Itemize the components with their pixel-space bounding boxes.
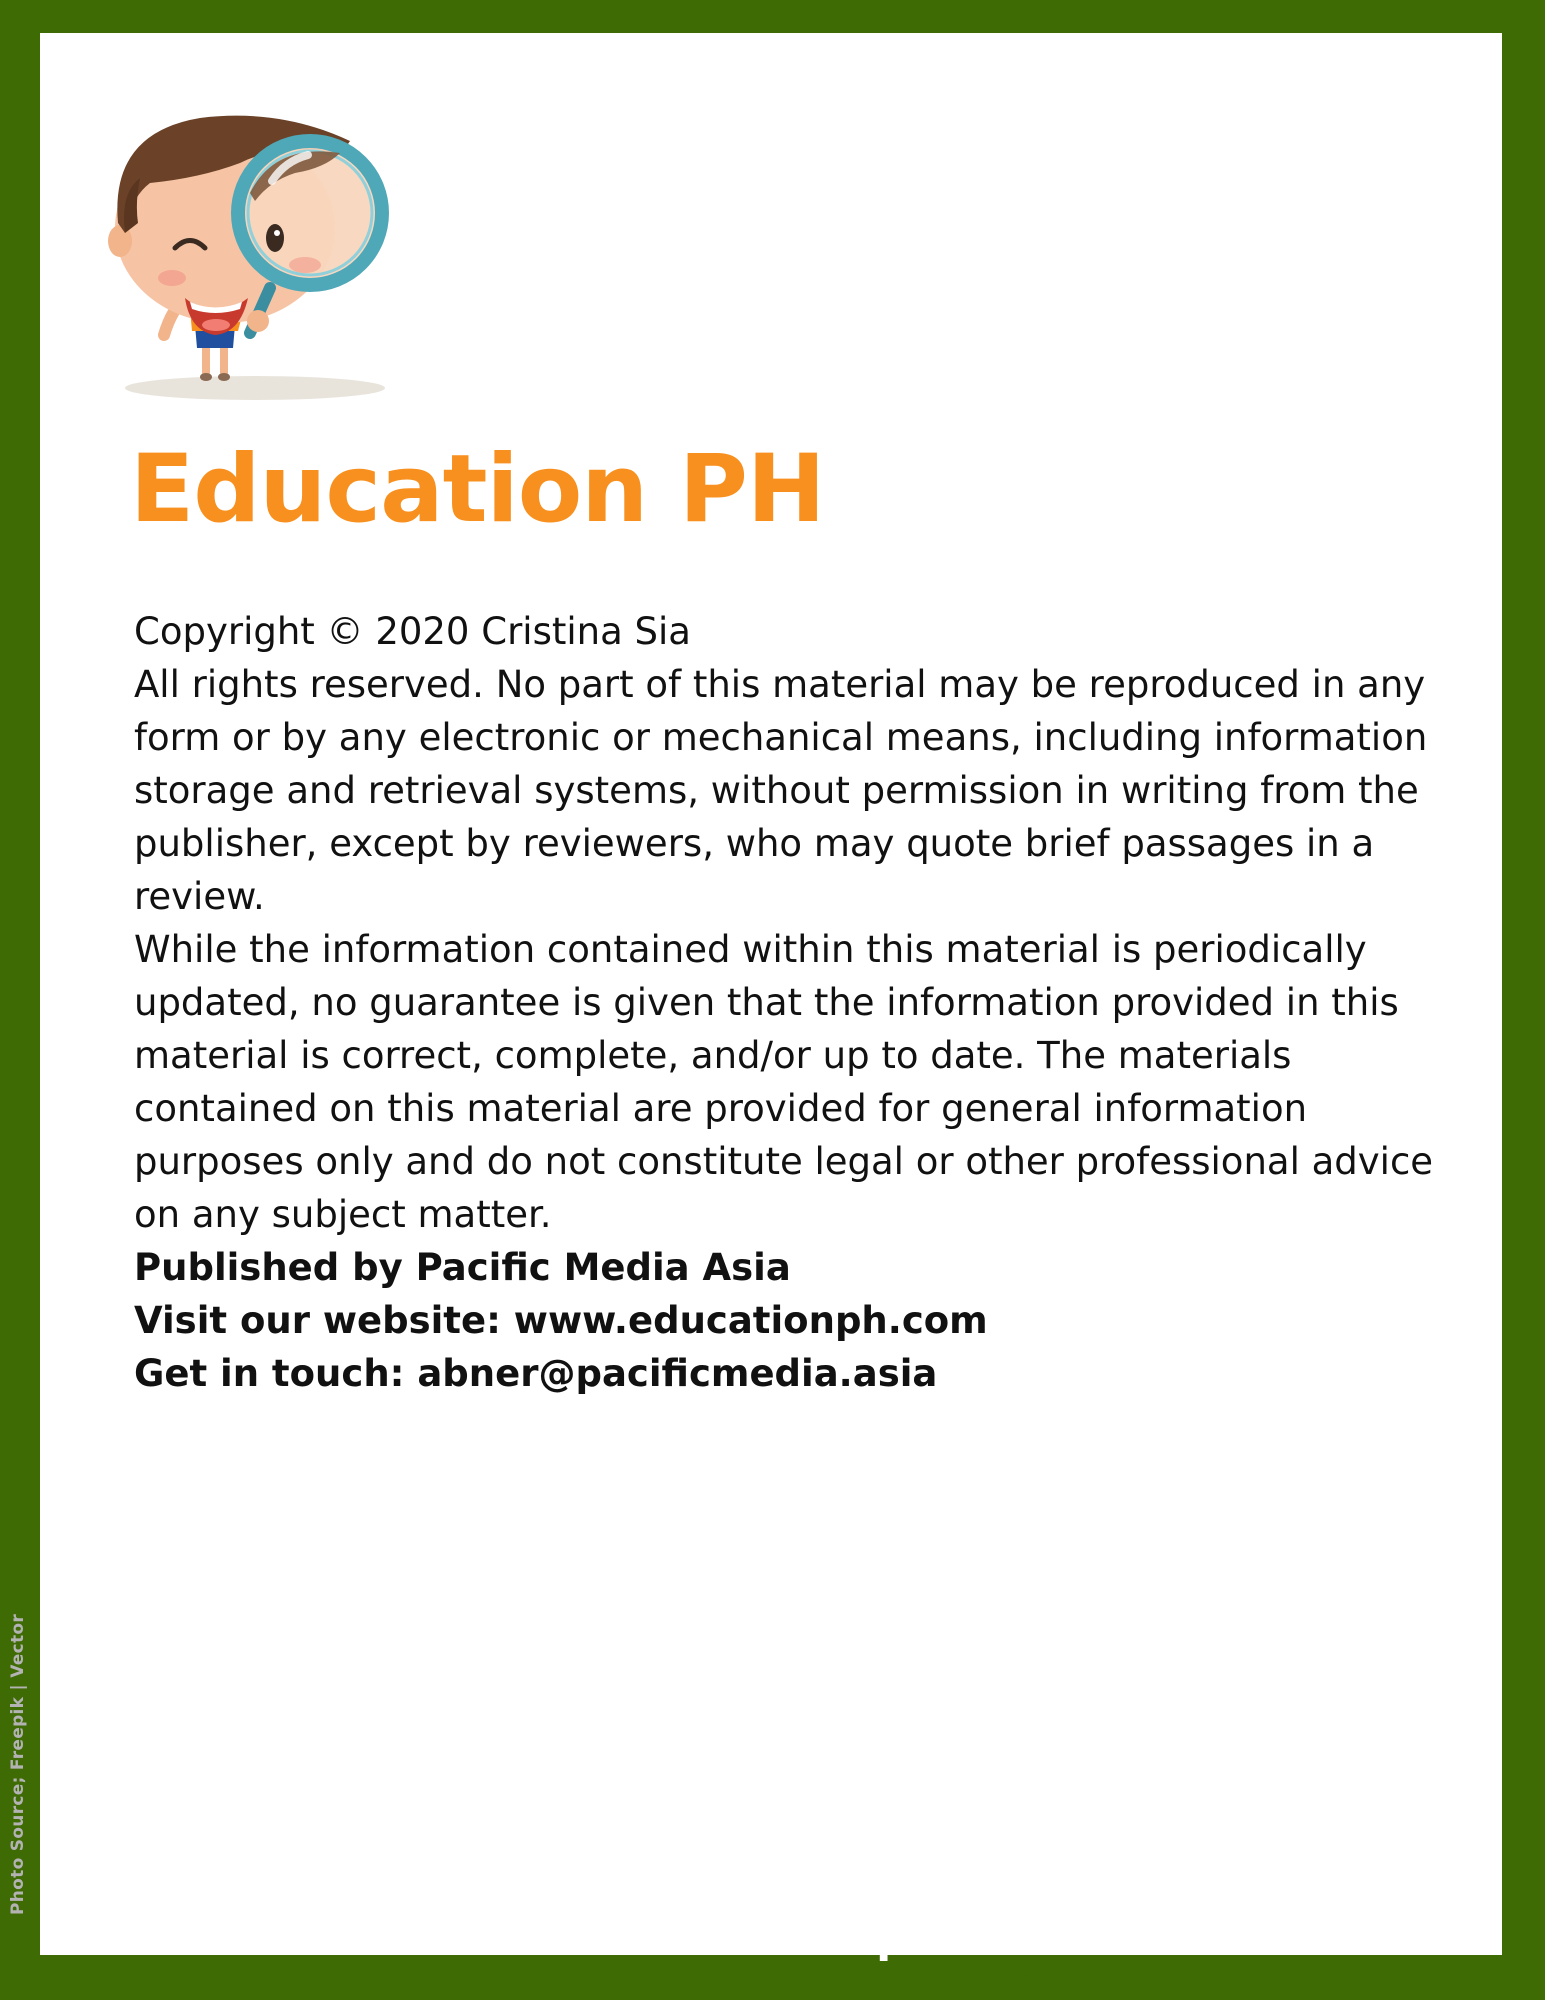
rights-paragraph: All rights reserved. No part of this material may be reproduced in any form or by any electronic or mechanical means, including information storage and retrieval systems, without permission in writing from the publisher, except by reviewers, who may quote brief passages in a review. xyxy=(134,663,1428,918)
published-by: Published by Pacific Media Asia xyxy=(134,1246,791,1289)
photo-credit: Photo Source; Freepik | Vector xyxy=(8,1613,28,1915)
page-inner xyxy=(40,33,1502,1955)
brand-title: Education PH xyxy=(130,435,825,544)
website-line: Visit our website: www.educationph.com xyxy=(134,1299,988,1342)
copyright-line: Copyright © 2020 Cristina Sia xyxy=(134,610,691,653)
footer-url: www.educationph.com xyxy=(481,1912,1064,1963)
disclaimer-paragraph: While the information contained within this material is periodically updated, no guarantee is given that the information provided in this material is correct, complete, and/or up to date. The materials contained on this material are provided for general information purposes only and do not constitute legal or other professional advice on any subject matter. xyxy=(134,928,1434,1236)
boy-with-magnifying-glass-icon xyxy=(80,73,400,413)
copyright-content xyxy=(134,605,1474,1400)
contact-line: Get in touch: abner@pacificmedia.asia xyxy=(134,1352,938,1395)
